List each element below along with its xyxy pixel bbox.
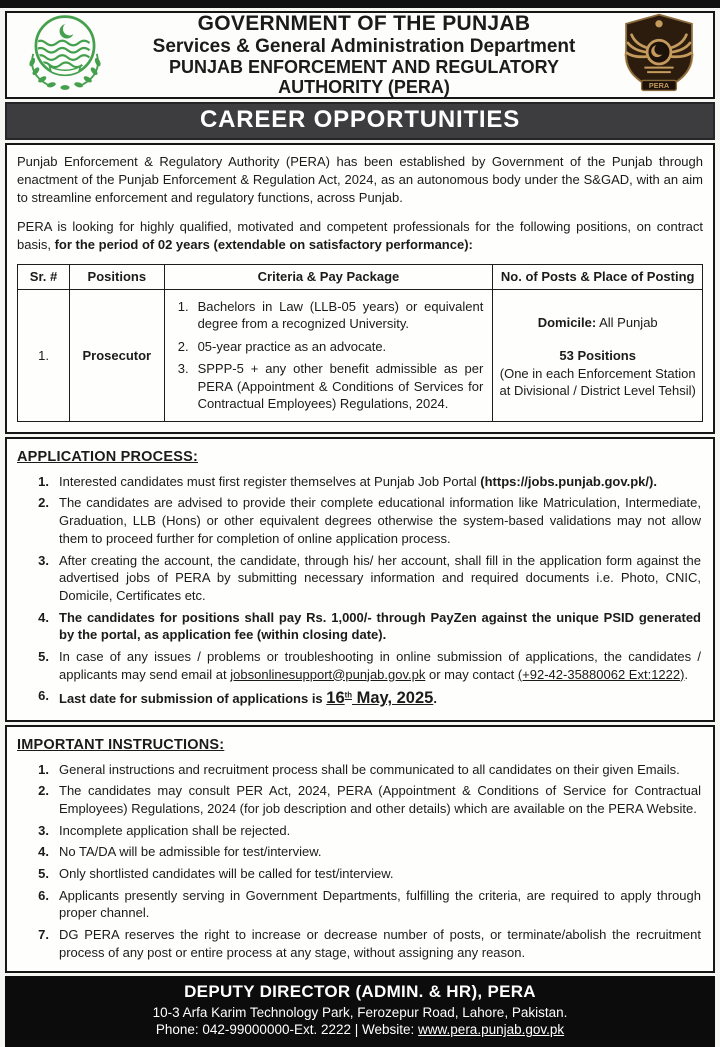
cell-posting — [493, 289, 703, 421]
item-text: Incomplete application shall be rejected. — [59, 822, 291, 838]
banner-title: CAREER OPPORTUNITIES — [199, 106, 521, 133]
footer — [5, 976, 715, 1047]
item-text: The candidates for positions shall pay Rs. 1,000/- through PayZen against the unique PSID generated by the portal, as application fee (within closing date). — [59, 609, 701, 643]
footer-phone: Phone: 042-99000000-Ext. 2222 | Website: — [155, 1022, 419, 1038]
positions-count: 53 Positions — [559, 347, 636, 363]
domicile-value: All Punjab — [596, 314, 658, 330]
support-phone-link[interactable]: (+92-42-35880062 Ext:1222) — [517, 666, 685, 682]
list-item — [31, 843, 701, 861]
positions-table — [17, 264, 703, 422]
item-number: 2. — [38, 783, 49, 799]
list-item — [31, 926, 701, 961]
intro-paragraph-2: PERA is looking for highly qualified, motivated and competent professionals for the following positions, on contract basis, for the period of 02 years (extendable on satisfactory performance): — [17, 218, 703, 252]
important-instructions-heading: IMPORTANT INSTRUCTIONS: — [17, 736, 225, 753]
item-text: The candidates are advised to provide their complete educational information like Matriculation, Intermediate, Graduation, LLB (Hons) or other equivalent degrees otherwise the system-based validations may not allow them to proceed further for completion of online application process. — [59, 495, 701, 546]
item-text: The candidates may consult PER Act, 2024, PERA (Appointment & Conditions of Service for Contractual Employees) Regulations, 2024 (for job description and other details) which are available on the PERA Website. — [59, 783, 701, 816]
support-email-link[interactable]: jobsonlinesupport@punjab.gov.pk — [230, 666, 426, 682]
cell-position: Prosecutor — [70, 289, 165, 421]
item-text: General instructions and recruitment process shall be communicated to all candidates on their given Emails. — [59, 761, 680, 777]
criteria-number: 2. — [177, 338, 189, 354]
authority-title: PUNJAB ENFORCEMENT AND REGULATORY AUTHORITY (PERA) — [168, 57, 559, 98]
cell-criteria — [164, 289, 493, 421]
table-row — [18, 289, 703, 421]
department-title: Services & General Administration Department — [152, 35, 576, 57]
criteria-text: 05-year practice as an advocate. — [197, 338, 387, 354]
criteria-item — [174, 360, 484, 413]
list-item — [31, 887, 701, 922]
website-link[interactable]: www.pera.punjab.gov.pk — [418, 1022, 565, 1038]
application-process-list — [17, 473, 703, 710]
important-instructions-list — [17, 761, 703, 962]
career-opportunities-banner — [5, 102, 715, 140]
header-titles — [115, 12, 613, 97]
item-number: 1. — [38, 761, 49, 777]
intro-paragraph-1: Punjab Enforcement & Regulatory Authority (PERA) has been established by Government of the Punjab through enactment of the Punjab Enforcement & Regulation Act, 2024, as an autonomous body under the S&GAD, with an aim to streamline enforcement and regulatory functions, across Punjab. — [17, 154, 703, 206]
item-number: 4. — [38, 844, 49, 860]
item-text: Interested candidates must first register themselves at Punjab Job Portal (https://jobs.punjab.gov.pk/). — [59, 473, 657, 489]
application-process-heading: APPLICATION PROCESS: — [17, 448, 198, 465]
footer-title: DEPUTY DIRECTOR (ADMIN. & HR), PERA — [184, 982, 536, 1002]
punjab-government-logo-icon — [15, 12, 115, 99]
cell-serial: 1. — [18, 289, 70, 421]
footer-address: 10-3 Arfa Karim Technology Park, Ferozepur Road, Lahore, Pakistan. — [152, 1005, 568, 1021]
criteria-item — [174, 338, 484, 356]
item-number: 5. — [38, 648, 49, 664]
criteria-number: 1. — [177, 298, 189, 314]
criteria-text: Bachelors in Law (LLB-05 years) or equivalent degree from a recognized University. — [197, 298, 484, 332]
list-item — [31, 552, 701, 605]
application-process-section — [5, 437, 715, 722]
positions-note: (One in each Enforcement Station at Divisional / District Level Tehsil) — [499, 365, 696, 398]
item-text: After creating the account, the candidate, through his/ her account, shall fill in the application form against the advertised jobs of PERA by submitting necessary information and required documents i.e. Photo, CNIC, Domicile, Certificates etc. — [59, 552, 701, 603]
item-number: 7. — [38, 927, 49, 943]
item-number: 5. — [38, 866, 49, 881]
header — [5, 11, 715, 99]
list-item — [31, 822, 701, 840]
item-text: In case of any issues / problems or troubleshooting in online submission of applications, the candidates / applicants may send email at jobsonlinesupport@punjab.gov.pk or may contact (+92-42-35880062 Ext:1222). — [59, 648, 701, 682]
criteria-text: SPPP-5 + any other benefit admissible as per PERA (Appointment & Conditions of Services for Contractual Employees) Regulations, 2024. — [197, 361, 484, 412]
list-item — [31, 494, 701, 547]
item-number: 6. — [38, 688, 49, 704]
col-header-criteria: Criteria & Pay Package — [164, 264, 493, 289]
item-number: 6. — [38, 887, 49, 903]
domicile-line — [499, 315, 696, 332]
item-text: DG PERA reserves the right to increase or decrease number of posts, or terminate/abolish the recruitment process of any post or entire process at any stage, without assigning any reason. — [59, 927, 701, 960]
table-header-row — [18, 264, 703, 289]
item-text: Only shortlisted candidates will be called for test/interview. — [59, 866, 394, 881]
job-portal-link[interactable]: (https://jobs.punjab.gov.pk/). — [480, 473, 657, 489]
item-number: 3. — [38, 552, 49, 568]
footer-contact — [13, 1022, 707, 1037]
item-number: 3. — [38, 822, 49, 838]
item-text: Last date for submission of applications is 16th May, 2025. — [59, 689, 437, 708]
government-title: GOVERNMENT OF THE PUNJAB — [197, 12, 531, 36]
item-text: Applicants presently serving in Government Departments, fulfilling the criteria, are required to apply through proper channel. — [59, 887, 701, 921]
criteria-item — [174, 298, 484, 333]
col-header-posts: No. of Posts & Place of Posting — [493, 264, 703, 289]
list-item — [31, 648, 701, 683]
item-number: 2. — [38, 495, 49, 511]
list-item — [31, 761, 701, 779]
col-header-positions: Positions — [70, 264, 165, 289]
content-frame — [0, 8, 720, 1047]
list-item — [31, 782, 701, 817]
list-item — [31, 473, 701, 491]
item-number: 4. — [38, 609, 49, 625]
pera-logo-label: PERA — [648, 80, 670, 90]
important-instructions-section — [5, 725, 715, 974]
item-text: No TA/DA will be admissible for test/interview. — [59, 844, 322, 860]
intro-section — [5, 143, 715, 434]
domicile-label: Domicile: — [537, 314, 597, 330]
top-rule — [0, 0, 720, 8]
list-item — [31, 609, 701, 644]
list-item — [31, 865, 701, 883]
col-header-sr: Sr. # — [18, 264, 70, 289]
criteria-number: 3. — [177, 361, 189, 377]
list-item — [31, 687, 701, 709]
item-number: 1. — [38, 473, 49, 489]
pera-logo-icon — [613, 11, 705, 100]
